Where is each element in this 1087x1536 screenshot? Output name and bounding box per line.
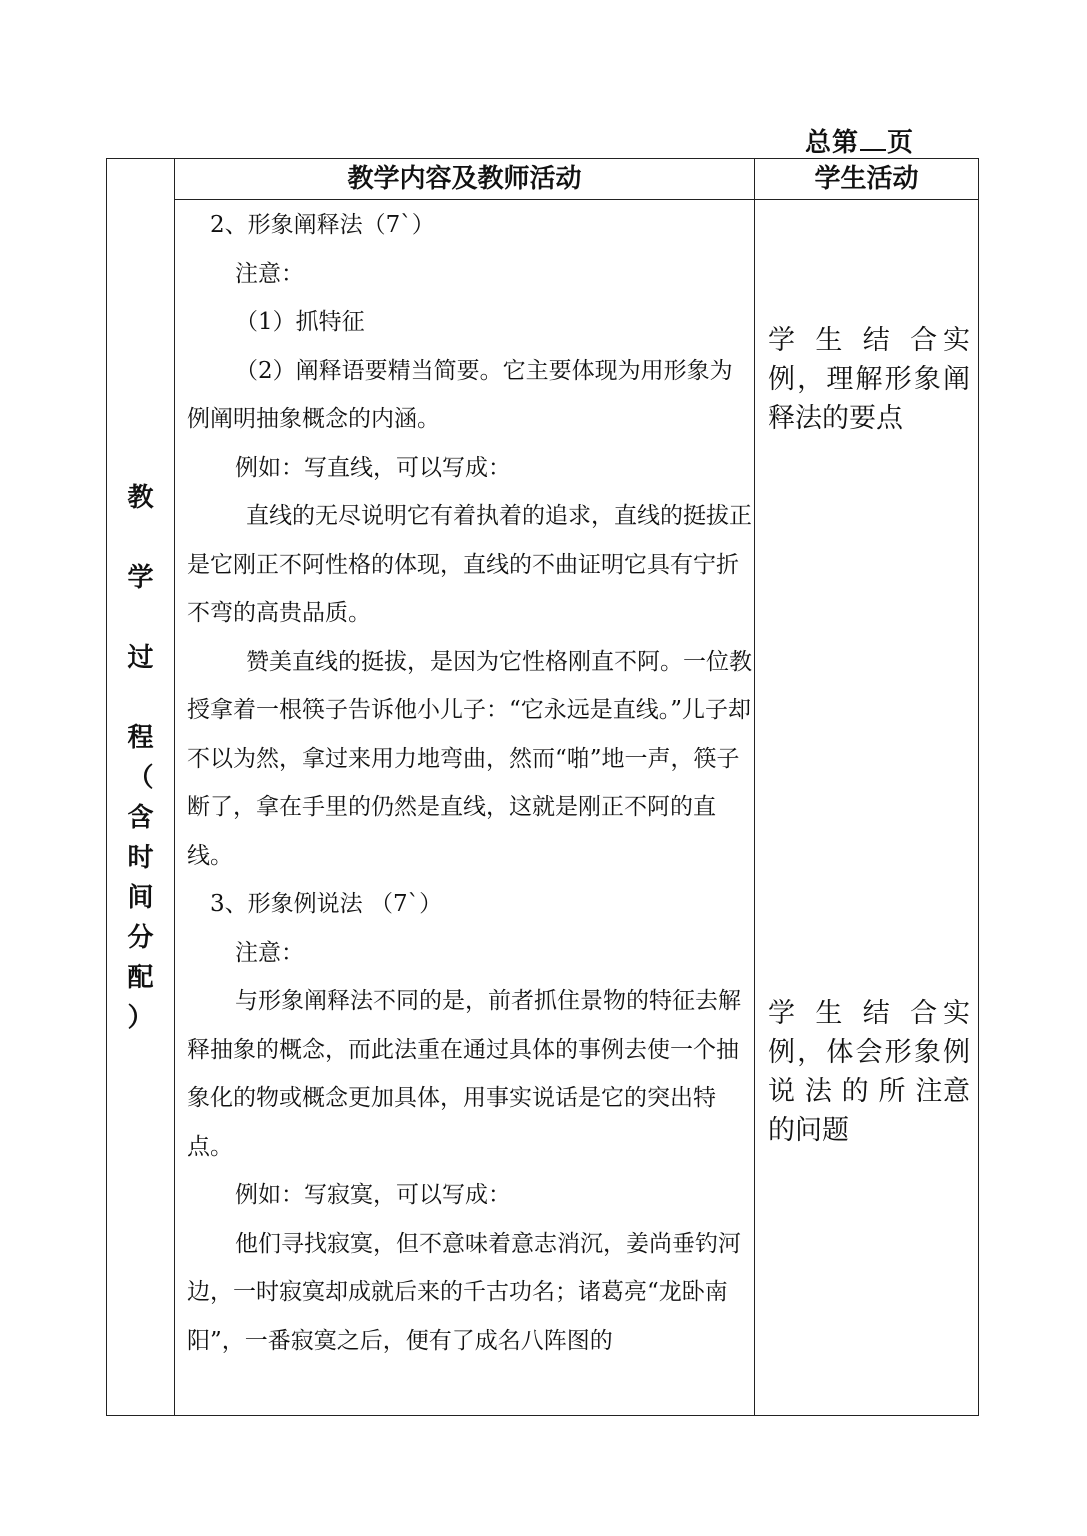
page-prefix: 总第 — [805, 128, 860, 158]
side-label-char: ） — [127, 1003, 154, 1033]
student-activity-note: 学 生 结 合实例，理解形象阐释法的要点 — [768, 325, 970, 434]
note-label: 注意： — [235, 939, 304, 966]
table-divider-main — [754, 159, 755, 1415]
point-item: （1）抓特征 — [235, 309, 365, 335]
example-label: 例如：写寂寞，可以写成： — [235, 1182, 511, 1208]
page-number-blank — [860, 127, 886, 151]
point-item: （2）阐释语要精当简要。它主要体现为用形象为例阐明抽象概念的内涵。 — [187, 357, 733, 432]
example-paragraph: 直线的无尽说明它有着执着的追求，直线的挺拔正是它刚正不阿性格的体现，直线的不曲证明它具有宁折不弯的高贵品质。 — [187, 503, 752, 626]
side-label-char: 程 — [127, 723, 154, 753]
table-divider-side — [174, 159, 175, 1415]
side-label-char: 教 — [127, 483, 154, 513]
side-label-char: 分 — [127, 923, 154, 953]
section-heading: 3、形象例说法 （7`） — [210, 891, 443, 917]
page-number-header — [805, 122, 914, 159]
example-paragraph: 他们寻找寂寞，但不意味着意志消沉，姜尚垂钓河边，一时寂寞却成就后来的千古功名；诸葛亮“龙卧南阳”，一番寂寞之后，便有了成名八阵图的 — [187, 1230, 741, 1354]
side-label-char: 含 — [127, 803, 154, 833]
header-row-divider — [174, 199, 978, 200]
teacher-content — [187, 201, 753, 1365]
teacher-column-header: 教学内容及教师活动 — [347, 164, 582, 194]
page-suffix: 页 — [887, 128, 915, 158]
side-label-char: 时 — [127, 843, 154, 873]
side-label-process — [107, 477, 174, 1037]
student-activity-note: 学 生 结 合实例，体会形象例 说 法 的 所 注意的问题 — [768, 998, 970, 1146]
side-label-char: 过 — [127, 643, 154, 673]
side-label-char: 学 — [127, 563, 154, 593]
note-label: 注意： — [235, 260, 304, 287]
student-column-header: 学生活动 — [814, 164, 919, 194]
explanation-paragraph: 与形象阐释法不同的是，前者抓住景物的特征去解释抽象的概念，而此法重在通过具体的事例去使一个抽象化的物或概念更加具体，用事实说话是它的突出特点。 — [187, 988, 741, 1160]
side-label-char: （ — [127, 763, 154, 793]
side-label-char: 间 — [127, 883, 154, 913]
side-label-char: 配 — [127, 963, 154, 993]
example-paragraph: 赞美直线的挺拔，是因为它性格刚直不阿。一位教授拿着一根筷子告诉他小儿子：“它永远是直线。”儿子却不以为然，拿过来用力地弯曲，然而“啪”地一声，筷子断了，拿在手里的仍然是直线，这就是刚正不阿的直线。 — [187, 648, 752, 869]
lesson-table — [106, 158, 979, 1416]
section-heading: 2、形象阐释法（7`） — [210, 212, 435, 238]
example-label: 例如：写直线，可以写成： — [235, 454, 511, 481]
